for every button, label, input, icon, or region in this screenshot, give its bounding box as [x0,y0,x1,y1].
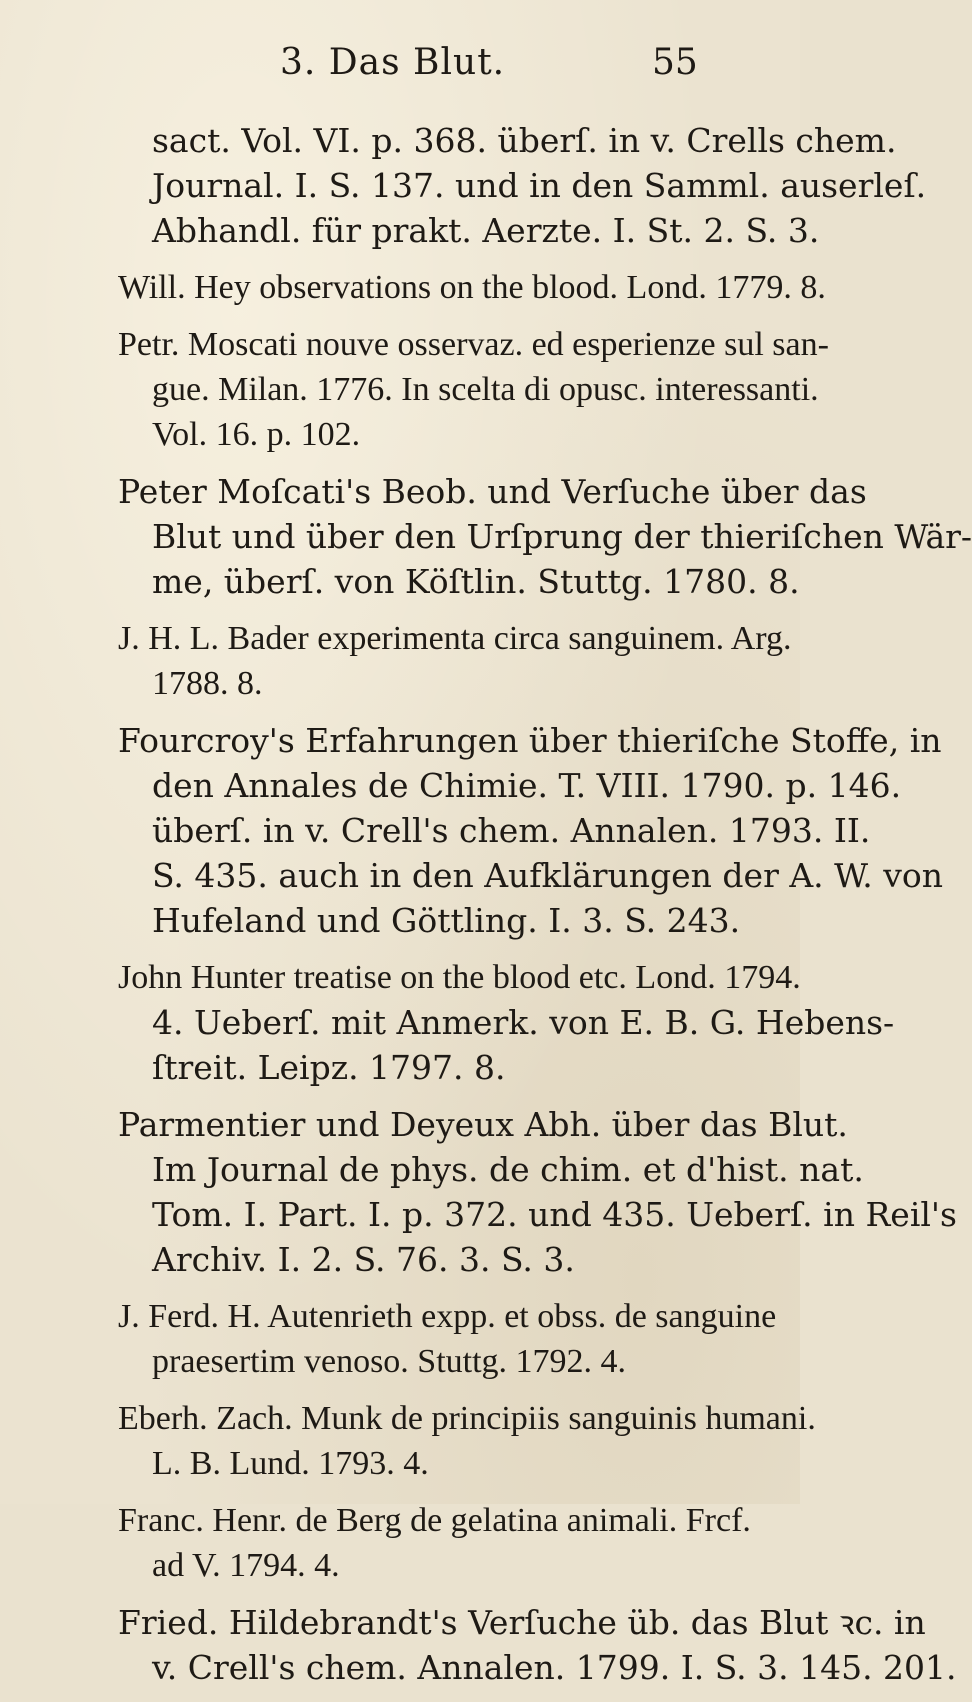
entry-line: Vol. 16. p. 102. [152,416,361,453]
entry-line: L. B. Lund. 1793. 4. [152,1445,429,1482]
entry-line: John Hunter treatise on the blood etc. Lond. 1794. [118,959,801,996]
entry-line: 1788. 8. [152,665,263,702]
bibliography-entry [0,1102,957,1282]
bibliography-entry [0,322,829,457]
bibliography-entry [0,1294,800,1384]
entry-line: überſ. in v. Crell's chem. Annalen. 1793. II. [152,811,871,850]
entry-line: v. Crell's chem. Annalen. 1799. I. S. 3. 145. 201. [152,1648,957,1687]
entry-line: Peter Moſcati's Beob. und Verſuche über das [118,472,867,511]
page-number: 55 [652,42,698,83]
bibliography-entry [0,1498,800,1588]
entry-line: Parmentier und Deyeux Abh. über das Blut. [118,1105,848,1144]
bibliography-list [0,118,972,1702]
entry-line: Abhandl. für prakt. Aerzte. I. St. 2. S. 3. [152,211,820,250]
entry-line: 4. Ueberſ. mit Anmerk. von E. B. G. Hebens- [152,1003,895,1042]
entry-line: Blut und über den Urſprung der thieriſchen Wär- [152,517,972,556]
entry-line: Fried. Hildebrandt's Verſuche üb. das Blut ꝛc. in [118,1603,926,1642]
entry-line: Eberh. Zach. Munk de principiis sanguinis humani. [118,1400,816,1437]
entry-line: ad V. 1794. 4. [152,1547,340,1584]
bibliography-entry [0,265,826,310]
entry-line: J. H. L. Bader experimenta circa sanguinem. Arg. [118,620,792,657]
entry-line: Hufeland und Göttling. I. 3. S. 243. [152,901,741,940]
entry-line: den Annales de Chimie. T. VIII. 1790. p. 146. [152,766,902,805]
bibliography-entry [0,718,944,943]
bibliography-entry [0,469,972,604]
entry-line: Archiv. I. 2. S. 76. 3. S. 3. [152,1240,575,1279]
bibliography-entry [0,1396,816,1486]
entry-line: Fourcroy's Erfahrungen über thieriſche Stoffe, in [118,721,942,760]
entry-line: ſtreit. Leipz. 1797. 8. [152,1048,506,1087]
bibliography-entry [0,955,895,1090]
entry-line: gue. Milan. 1776. In scelta di opusc. interessanti. [152,371,819,408]
entry-line: me, überſ. von Köſtlin. Stuttg. 1780. 8. [152,562,800,601]
bibliography-entry [0,616,800,706]
entry-line: Franc. Henr. de Berg de gelatina animali. Frcf. [118,1502,751,1539]
entry-line: praesertim venoso. Stuttg. 1792. 4. [152,1343,627,1380]
entry-line: Petr. Moscati nouve osservaz. ed esperienze sul san- [118,326,829,363]
bibliography-entry [0,118,927,253]
entry-line: S. 435. auch in den Aufklärungen der A. W. von [152,856,944,895]
entry-line: sact. Vol. VI. p. 368. überſ. in v. Crells chem. [152,121,897,160]
entry-line: Will. Hey observations on the blood. Lond. 1779. 8. [118,269,826,306]
page-header [0,42,800,92]
entry-line: Im Journal de phys. de chim. et d'hist. nat. [152,1150,864,1189]
entry-line: Tom. I. Part. I. p. 372. und 435. Ueberſ. in Reil's [152,1195,957,1234]
entry-line: J. Ferd. H. Autenrieth expp. et obss. de sanguine [118,1298,777,1335]
running-title: 3. Das Blut. [280,42,506,83]
entry-line: Journal. I. S. 137. und in den Samml. auserleſ. [152,166,927,205]
bibliography-entry [0,1600,957,1690]
